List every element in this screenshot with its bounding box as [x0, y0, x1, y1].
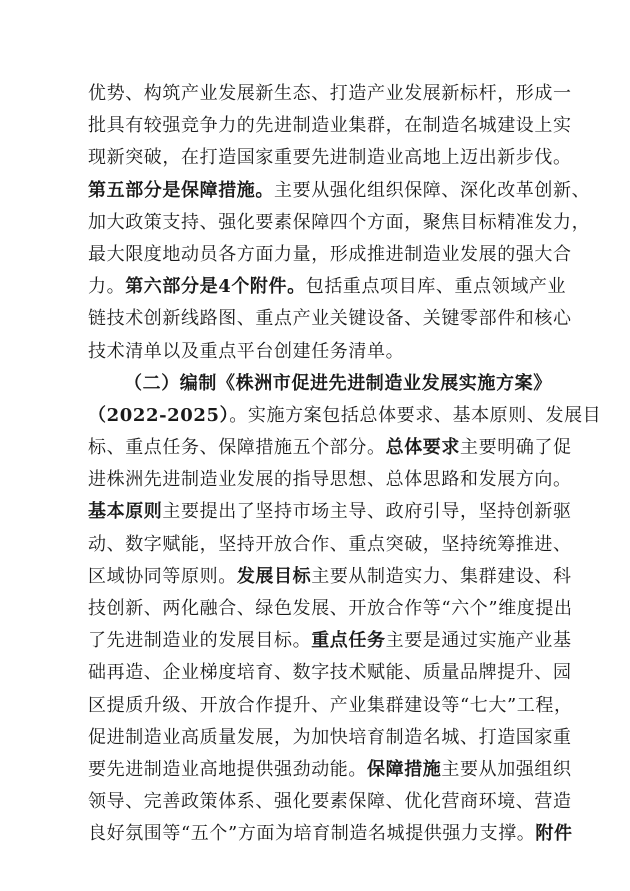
body-text: 优势、构筑产业发展新生态、打造产业发展新标杆，形成一 — [88, 83, 572, 104]
text-line — [88, 110, 572, 142]
body-text: 包括重点项目库、重点领域产业 — [305, 276, 567, 298]
bold-heading-text: 第五部分是保障措施。 — [88, 179, 274, 201]
text-line — [88, 464, 572, 496]
body-text: 动、数字赋能，坚持开放合作、重点突破，坚持统筹推进、 — [88, 533, 572, 555]
bold-heading-text: 附件 — [535, 823, 573, 845]
text-line — [88, 400, 602, 432]
text-line — [88, 529, 572, 561]
bold-heading-text: 发展目标 — [236, 565, 312, 587]
text-line — [88, 175, 591, 207]
body-text: 了先进制造业的发展目标。 — [88, 630, 312, 652]
text-line — [88, 786, 572, 818]
body-text: 领导、完善政策体系、强化要素保障、优化营商环境、营造 — [88, 791, 572, 813]
text-line — [88, 303, 572, 335]
body-text: 区提质升级、开放合作提升、产业集群建设等“七大”工程， — [88, 694, 573, 716]
body-text: 进株洲先进制造业发展的指导思想、总体思路和发展方向。 — [88, 469, 572, 491]
body-text: 础再造、企业梯度培育、数字技术赋能、质量品牌提升、园 — [88, 662, 572, 684]
text-line — [88, 271, 567, 303]
text-line — [88, 368, 552, 400]
text-line — [88, 561, 572, 593]
text-line — [88, 657, 572, 689]
bold-heading-text: （二）编制《株洲市促进先进制造业发展实施方案》 — [124, 372, 552, 394]
body-text: 主要明确了促 — [460, 437, 572, 459]
text-line — [88, 336, 544, 368]
text-line — [88, 239, 572, 271]
text-line — [88, 142, 572, 174]
body-text: 批具有较强竞争力的先进制造业集群，在制造名城建设上实 — [88, 115, 572, 137]
text-line — [88, 78, 572, 110]
body-text: 技创新、两化融合、绿色发展、开放合作等“六个”维度提出 — [88, 598, 573, 619]
document-body — [88, 78, 602, 851]
text-line — [88, 432, 572, 464]
body-text: 要先进制造业高地提供强劲动能。 — [88, 758, 367, 780]
bold-heading-text: 保障措施 — [367, 758, 442, 780]
body-text: 主要提出了坚持市场主导、政府引导，坚持创新驱 — [162, 501, 572, 523]
bold-heading-text: 重点任务 — [311, 630, 386, 652]
text-line — [88, 593, 573, 625]
text-line — [88, 207, 591, 239]
bold-heading-text: （2022-2025） — [88, 404, 230, 426]
body-text: 区域协同等原则。 — [88, 565, 237, 587]
body-text: 现新突破，在打造国家重要先进制造业高地上迈出新步伐。 — [88, 147, 572, 169]
text-line — [88, 754, 572, 786]
text-line — [88, 818, 573, 850]
body-text: 加大政策支持、强化要素保障四个方面，聚焦目标精准发力， — [88, 211, 591, 233]
text-line — [88, 496, 572, 528]
body-text: 主要是通过实施产业基 — [385, 630, 572, 652]
body-text: 力。 — [88, 276, 126, 298]
body-text: 主要从强化组织保障、深化改革创新、 — [274, 179, 591, 201]
bold-heading-text: 基本原则 — [88, 501, 163, 523]
body-text: 主要从加强组织 — [441, 758, 572, 780]
body-text: 良好氛围等“五个”方面为培育制造名城提供强力支撑。 — [88, 823, 536, 845]
body-text: 促进制造业高质量发展，为加快培育制造名城、打造国家重 — [88, 726, 572, 748]
body-text: 技术清单以及重点平台创建任务清单。 — [88, 340, 405, 362]
bold-heading-text: 第六部分是4个附件。 — [125, 276, 306, 298]
body-text: 最大限度地动员各方面力量，形成推进制造业发展的强大合 — [88, 243, 572, 265]
body-text: 。实施方案包括总体要求、基本原则、发展目 — [229, 404, 602, 426]
bold-heading-text: 总体要求 — [385, 437, 461, 459]
text-line — [88, 690, 573, 722]
body-text: 链技术创新线路图、重点产业关键设备、关键零部件和核心 — [88, 308, 572, 330]
text-line — [88, 722, 572, 754]
body-text: 主要从制造实力、集群建设、科 — [311, 565, 572, 587]
body-text: 标、重点任务、保障措施五个部分。 — [88, 437, 386, 459]
text-line — [88, 625, 572, 657]
